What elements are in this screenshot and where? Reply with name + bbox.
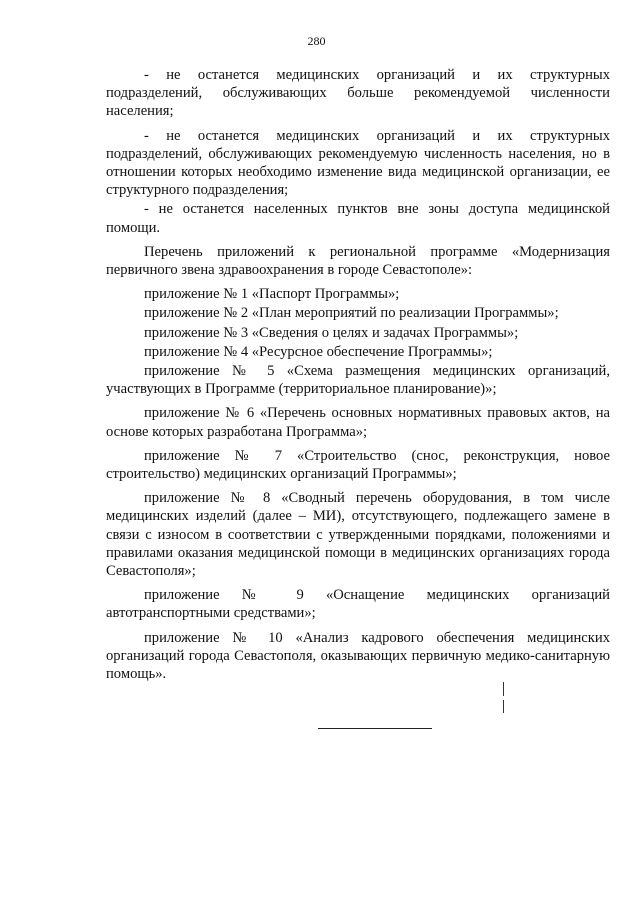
paragraph-bullet-2: - не останется медицинских организаций и их структурных подразделений, обслуживающих рекомендуемую численность населения, но в отношении которых необходимо изменение вида медицинской организации, ее структурного подразделения; [106, 127, 610, 199]
margin-mark [503, 682, 504, 696]
appendix-item-5: приложение № 5 «Схема размещения медицинских организаций, участвующих в Программе (территориальное планирование)»; [106, 363, 610, 398]
appendix-item-1: приложение № 1 «Паспорт Программы»; [144, 286, 400, 303]
appendix-item-2: приложение № 2 «План мероприятий по реализации Программы»; [144, 305, 559, 322]
appendix-item-9: приложение № 9 «Оснащение медицинских организаций автотранспортными средствами»; [106, 587, 610, 622]
paragraph-bullet-3: - не останется населенных пунктов вне зоны доступа медицинской помощи. [106, 201, 610, 236]
appendix-item-8: приложение № 8 «Сводный перечень оборудования, в том числе медицинских изделий (далее – МИ), отсутствующего, подлежащего замене в связи с износом в соответствии с утвержденными порядками, положениями и правилами оказания медицинской помощи в медицинских организациях города Севастополя»; [106, 490, 610, 580]
appendix-item-6: приложение № 6 «Перечень основных нормативных правовых актов, на основе которых разработана Программа»; [106, 405, 610, 440]
page-number: 280 [307, 34, 326, 48]
margin-mark [503, 700, 504, 713]
closing-rule-divider [318, 728, 432, 729]
appendix-item-7: приложение № 7 «Строительство (снос, реконструкция, новое строительство) медицинских организаций Программы»; [106, 447, 610, 483]
appendix-item-4: приложение № 4 «Ресурсное обеспечение Программы»; [144, 343, 493, 360]
document-body [106, 66, 610, 683]
appendix-item-3: приложение № 3 «Сведения о целях и задачах Программы»; [144, 324, 519, 341]
paragraph-appendix-list-intro: Перечень приложений к региональной программе «Модернизация первичного звена здравоохранения в городе Севастополе»: [106, 243, 610, 279]
paragraph-bullet-1: - не останется медицинских организаций и их структурных подразделений, обслуживающих больше рекомендуемой численности населения; [106, 67, 610, 120]
appendix-item-10: приложение № 10 «Анализ кадрового обеспечения медицинских организаций города Севастополя, оказывающих первичную медико-санитарную помощь». [106, 629, 610, 683]
